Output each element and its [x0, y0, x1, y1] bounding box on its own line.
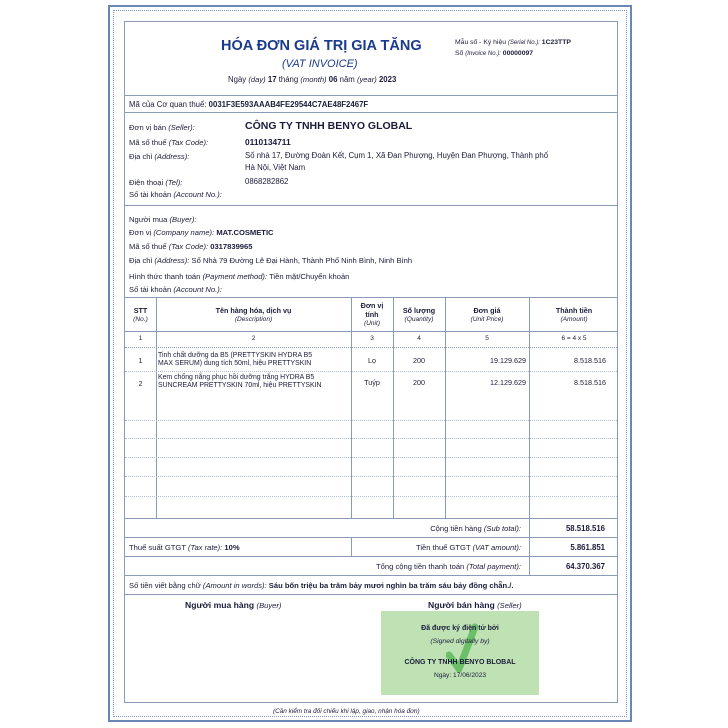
invoice-no-en: (Invoice No.):	[465, 51, 501, 57]
serial-value: 1C23TTP	[541, 39, 571, 46]
date-day: 17	[267, 75, 277, 84]
seller-address-line1: Số nhà 17, Đường Đoàn Kết, Cụm 1, Xã Đan Phượng, Huyện Đan Phượng, Thành phố	[245, 151, 549, 160]
table-top-border	[125, 297, 617, 298]
col-header-no-en: (No.)	[133, 316, 148, 323]
seller-account-label: Số tài khoản (Account No.):	[129, 190, 222, 199]
total-value: 64.370.367	[565, 562, 605, 571]
row-desc-line2: MAX SERUM) dung tích 50ml, hiệu PRETTYSKIN	[158, 360, 312, 367]
buyer-tax-line: Mã số thuế (Tax Code): 0317839965	[129, 242, 253, 251]
row-qty: 200	[413, 378, 425, 387]
row-amount: 8.518.516	[574, 356, 606, 365]
payment-method: Tiền mặt/Chuyển khoản	[269, 272, 350, 281]
index-cell: 1	[138, 335, 143, 342]
day-en: (day)	[248, 75, 266, 84]
amount-in-words-line: Số tiền viết bằng chữ (Amount in words): Sáu bốn triệu ba trăm bảy mươi nghìn ba trăm sáu bảy đồng chẵn./.	[129, 581, 514, 590]
invoice-page	[108, 5, 632, 722]
signed-date: Ngày: 17/06/2023	[433, 672, 487, 679]
footer-note: (Cần kiểm tra đối chiếu khi lập, giao, nhận hóa đơn)	[273, 708, 420, 715]
empty-row-divider	[125, 496, 617, 497]
index-cell: 5	[485, 335, 489, 342]
index-cell: 6 = 4 x 5	[561, 335, 587, 342]
row-desc-line2: SUNCREAM PRETTYSKIN 70ml, hiệu PRETTYSKIN	[158, 382, 322, 389]
divider	[125, 575, 617, 576]
seller-tax-code: 0110134711	[245, 137, 291, 147]
signed-vi: Đã được ký điện tử bởi	[421, 625, 499, 632]
index-cell: 3	[370, 335, 374, 342]
row-amount: 8.518.516	[574, 378, 606, 387]
invoice-no-value: 00000097	[502, 50, 534, 57]
invoice-title: HÓA ĐƠN GIÁ TRỊ GIA TĂNG	[221, 38, 422, 54]
seller-tax-label: Mã số thuế (Tax Code):	[129, 138, 209, 147]
header-divider	[125, 331, 617, 332]
col-header-desc: Tên hàng hóa, dịch vụ	[215, 306, 292, 315]
date-prefix: Ngày	[228, 75, 247, 84]
col-header-price-en: (Unit Price)	[470, 316, 504, 323]
col-header-desc-en: (Description)	[234, 316, 273, 323]
row-divider	[125, 371, 617, 372]
seller-address-label: Địa chỉ (Address):	[129, 152, 190, 161]
seller-address-line2: Hà Nội, Việt Nam	[245, 163, 306, 172]
col-header-unit-en: (Unit)	[363, 320, 381, 327]
col-header-qty-en: (Quantity)	[404, 316, 434, 323]
seller-name-label: Đơn vị bán (Seller):	[129, 123, 195, 132]
index-cell: 4	[417, 335, 421, 342]
buyer-address: Số Nhà 79 Đường Lê Đại Hành, Thành Phố Ninh Bình, Ninh Bình	[191, 256, 413, 265]
col-header-amount: Thành tiền	[555, 306, 593, 315]
row-desc-line1: Kem chống nắng phục hồi dưỡng trắng HYDRA B5	[158, 374, 315, 381]
row-qty: 200	[413, 356, 425, 365]
empty-row-divider	[125, 476, 617, 477]
row-no: 1	[138, 356, 143, 365]
signed-en: (Signed digitally by)	[430, 638, 490, 645]
vat-amount-label: Tiền thuế GTGT (VAT amount):	[416, 543, 521, 552]
tax-authority-label: Mã của Cơ quan thuế:	[129, 100, 207, 109]
col-header-price: Đơn giá	[473, 306, 501, 315]
buyer-signature-label: Người mua hàng (Buyer)	[185, 600, 282, 610]
divider	[125, 205, 617, 206]
col-header-unit-2: tính	[365, 310, 379, 319]
invoice-subtitle: (VAT INVOICE)	[282, 58, 358, 70]
row-price: 12.129.629	[490, 378, 526, 387]
date-month: 06	[328, 75, 338, 84]
col-header-unit: Đơn vị	[360, 301, 384, 310]
row-no: 2	[138, 379, 143, 388]
divider	[125, 594, 617, 595]
seller-signature-label: Người bán hàng (Seller)	[428, 600, 522, 610]
divider	[125, 556, 617, 557]
vat-rate-line: Thuế suất GTGT (Tax rate): 10%	[129, 543, 240, 552]
date-year: 2023	[378, 75, 397, 84]
row-price: 19.129.629	[490, 356, 526, 365]
serial-label: Mẫu số - Ký hiệu	[455, 39, 506, 46]
col-divider	[529, 556, 530, 575]
vat-amount-value: 5.861.851	[570, 543, 605, 552]
row-divider	[125, 347, 617, 348]
col-divider	[529, 518, 530, 537]
seller-name: CÔNG TY TNHH BENYO GLOBAL	[245, 120, 413, 132]
tax-authority-value: 0031F3E593AAAB4FE29544C7AE48F2467F	[208, 100, 369, 109]
invoice-document	[124, 21, 618, 703]
payment-method-line: Hình thức thanh toán (Payment method): Tiền mặt/Chuyển khoản	[129, 272, 350, 281]
col-divider	[351, 537, 352, 556]
buyer-company: MAT.COSMETIC	[216, 228, 274, 237]
empty-row-divider	[125, 438, 617, 439]
subtotal-value: 58.518.516	[565, 524, 605, 533]
seller-phone-label: Điện thoại (Tel):	[129, 178, 183, 187]
col-header-qty: Số lượng	[402, 306, 436, 315]
empty-row-divider	[125, 457, 617, 458]
month-en: (month)	[300, 75, 327, 84]
row-desc-line1: Tinh chất dưỡng da B5 (PRETTYSKIN HYDRA B5	[158, 352, 313, 359]
serial-line	[455, 39, 571, 46]
col-header-amount-en: (Amount)	[560, 316, 588, 323]
year-en: (year)	[356, 75, 377, 84]
amount-in-words: Sáu bốn triệu ba trăm bảy mươi nghìn ba trăm sáu bảy đồng chẵn./.	[268, 581, 514, 590]
seller-phone: 0868282862	[245, 177, 289, 186]
tax-authority-code	[129, 100, 368, 109]
buyer-address-line: Địa chỉ (Address): Số Nhà 79 Đường Lê Đại Hành, Thành Phố Ninh Bình, Ninh Bình	[129, 256, 413, 265]
total-label: Tổng cộng tiền thanh toán (Total payment):	[376, 562, 521, 571]
invoice-date	[228, 75, 396, 84]
col-header-no: STT	[133, 306, 148, 315]
empty-row-divider	[125, 420, 617, 421]
index-cell: 2	[251, 335, 256, 342]
month-label: tháng	[278, 75, 299, 84]
vat-rate-value: 10%	[224, 543, 240, 552]
year-label: năm	[339, 75, 355, 84]
serial-en: (Serial No.):	[507, 40, 540, 46]
subtotal-label: Cộng tiền hàng (Sub total):	[430, 524, 521, 533]
signed-company: CÔNG TY TNHH BENYO BLOBAL	[404, 659, 516, 666]
buyer-company-line: Đơn vị (Company name): MAT.COSMETIC	[129, 228, 274, 237]
digital-signature-stamp	[381, 611, 539, 695]
row-unit: Tuýp	[364, 378, 380, 387]
table-bottom-border	[125, 518, 617, 519]
col-divider	[529, 537, 530, 556]
divider	[125, 95, 617, 96]
divider	[125, 112, 617, 113]
invoice-no-line	[455, 50, 533, 57]
invoice-no-label: Số	[455, 50, 464, 57]
buyer-tax-code: 0317839965	[210, 242, 253, 251]
buyer-label: Người mua (Buyer):	[129, 215, 197, 224]
divider	[125, 537, 617, 538]
buyer-account-label: Số tài khoản (Account No.):	[129, 285, 222, 294]
row-unit: Lọ	[368, 356, 376, 365]
